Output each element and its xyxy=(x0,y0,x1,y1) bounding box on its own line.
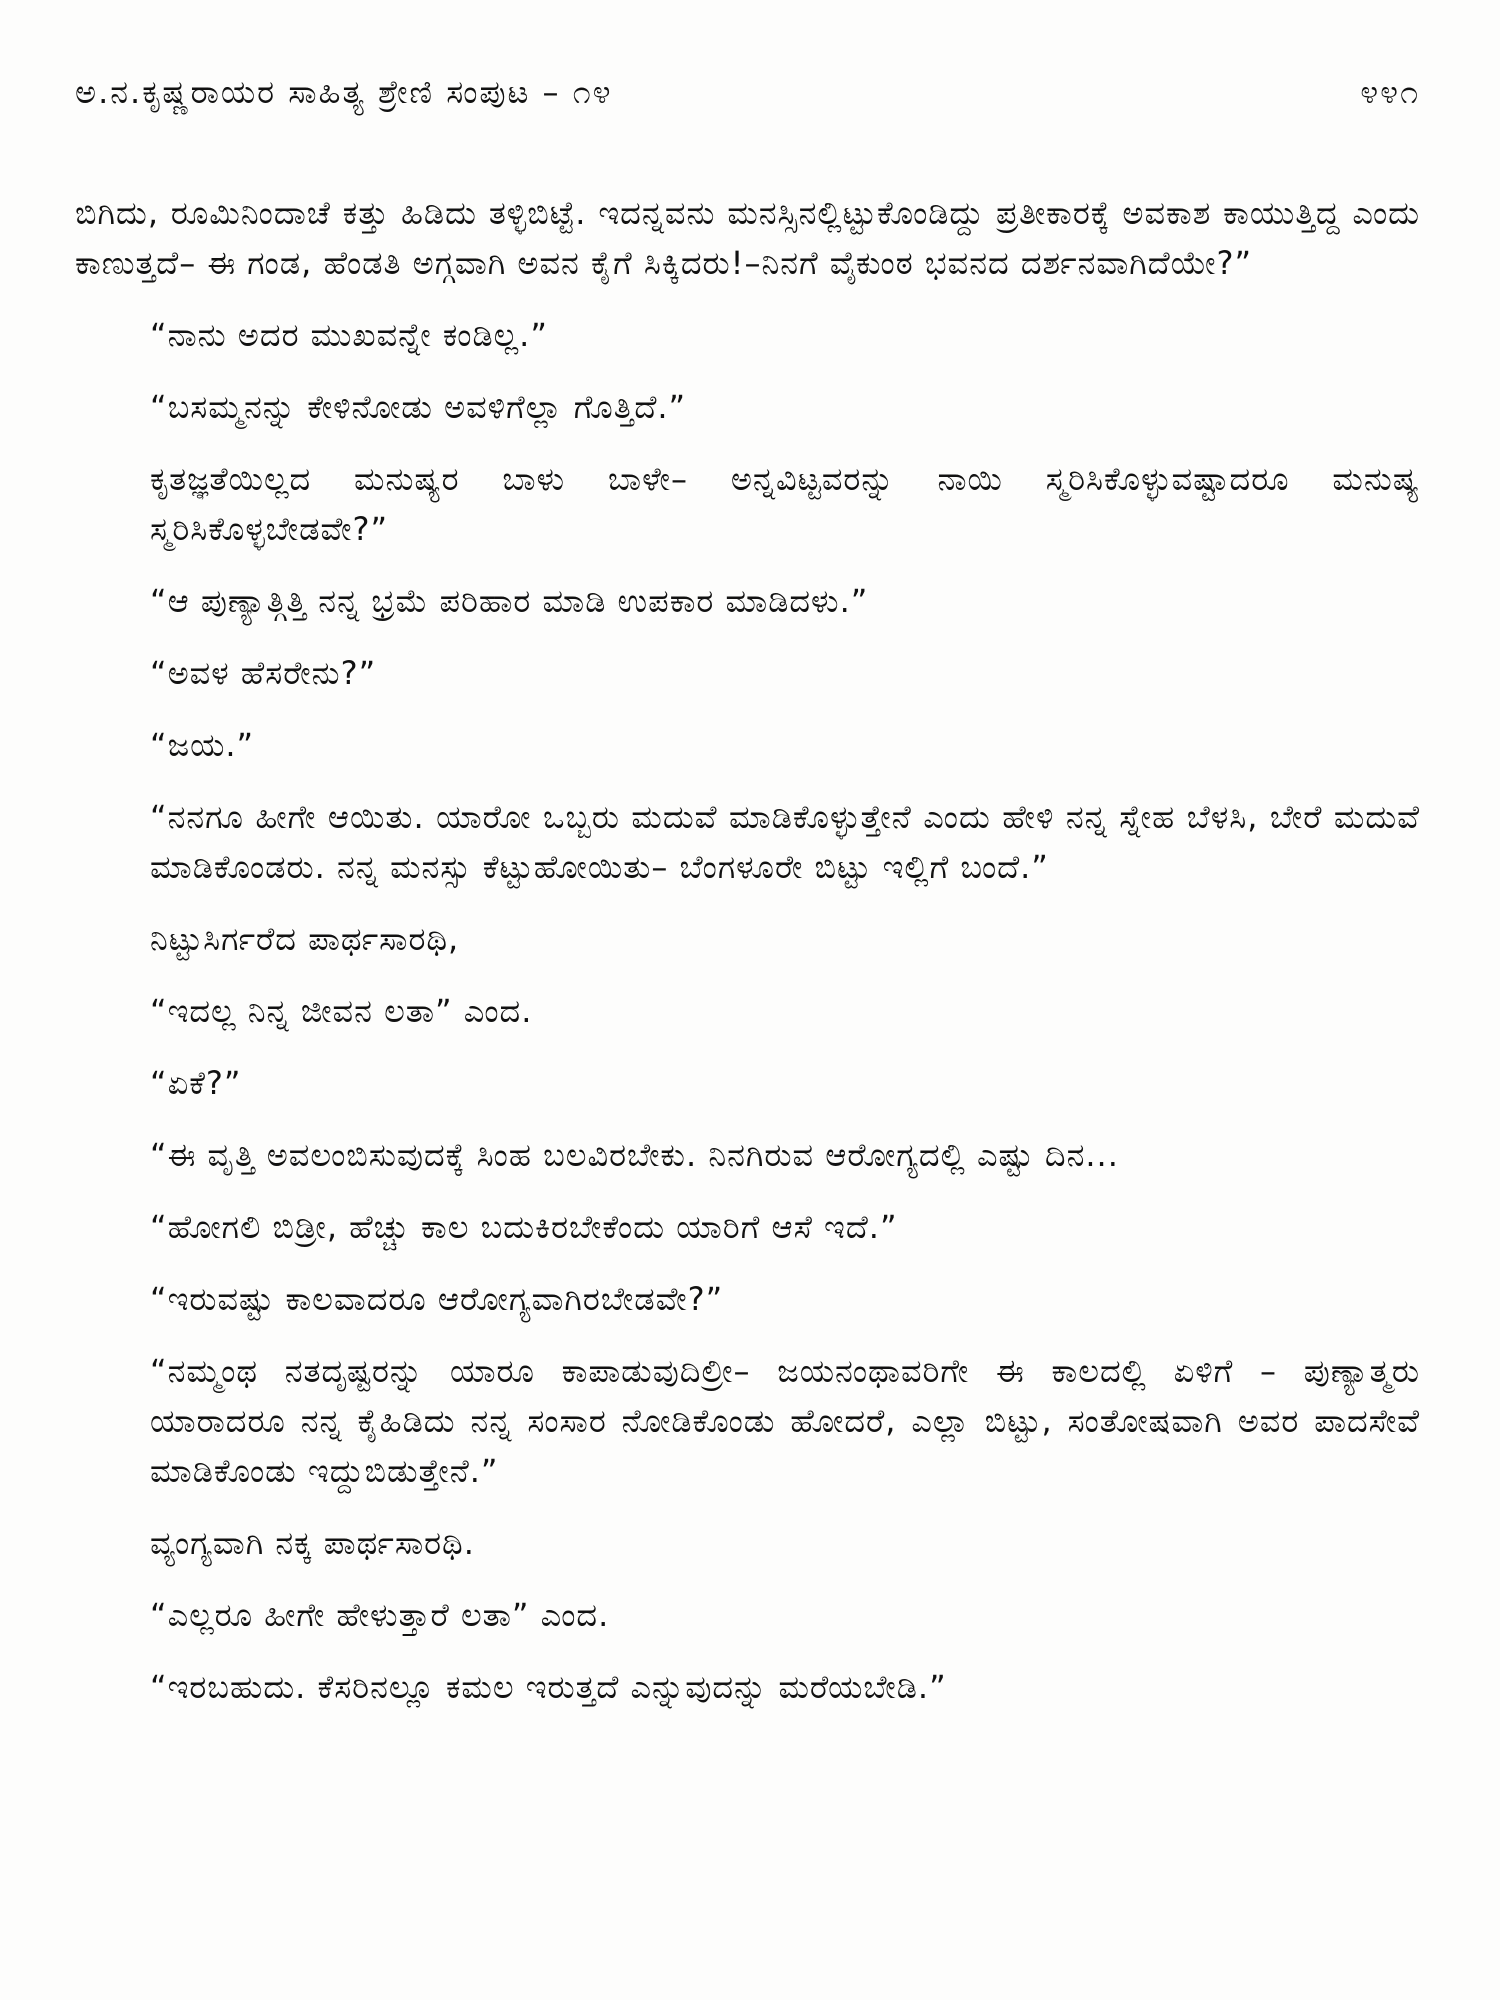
paragraph: “ಹೋಗಲಿ ಬಿಡ್ರೀ, ಹೆಚ್ಚು ಕಾಲ ಬದುಕಿರಬೇಕೆಂದು ಯಾರಿಗೆ ಆಸೆ ಇದೆ.” xyxy=(150,1208,898,1246)
paragraph: “ಅವಳ ಹೆಸರೇನು?” xyxy=(150,654,377,692)
page-number: ೪೪೧ xyxy=(1360,72,1420,111)
page-header xyxy=(75,62,1420,122)
paragraph: “ಬಸಮ್ಮನನ್ನು ಕೇಳಿನೋಡು ಅವಳಿಗೆಲ್ಲಾ ಗೊತ್ತಿದೆ.” xyxy=(150,388,687,426)
running-title: ಅ.ನ.ಕೃಷ್ಣರಾಯರ ಸಾಹಿತ್ಯ ಶ್ರೇಣಿ ಸಂಪುಟ – ೧೪ xyxy=(75,72,613,111)
paragraph: ನಿಟ್ಟುಸಿರ್ಗರೆದ ಪಾರ್ಥಸಾರಥಿ, xyxy=(150,920,460,958)
paragraph: “ಇರಬಹುದು. ಕೆಸರಿನಲ್ಲೂ ಕಮಲ ಇರುತ್ತದೆ ಎನ್ನುವುದನ್ನು ಮರೆಯಬೇಡಿ.” xyxy=(150,1668,947,1706)
paragraph: “ಏಕೆ?” xyxy=(150,1064,242,1102)
paragraph: “ಈ ವೃತ್ತಿ ಅವಲಂಬಿಸುವುದಕ್ಕೆ ಸಿಂಹ ಬಲವಿರಬೇಕು. ನಿನಗಿರುವ ಆರೋಗ್ಯದಲ್ಲಿ ಎಷ್ಟು ದಿನ... xyxy=(150,1136,1119,1174)
paragraph: “ಆ ಪುಣ್ಯಾತ್ಗಿತ್ತಿ ನನ್ನ ಭ್ರಮೆ ಪರಿಹಾರ ಮಾಡಿ ಉಪಕಾರ ಮಾಡಿದಳು.” xyxy=(150,582,869,620)
body-text xyxy=(75,188,1420,1734)
paragraph: “ಜಯ.” xyxy=(150,726,255,764)
paragraph: “ಇರುವಷ್ಟು ಕಾಲವಾದರೂ ಆರೋಗ್ಯವಾಗಿರಬೇಡವೇ?” xyxy=(150,1280,724,1318)
paragraph: “ಇದಲ್ಲ ನಿನ್ನ ಜೀವನ ಲತಾ” ಎಂದ. xyxy=(150,992,533,1030)
paragraph: ಬಿಗಿದು, ರೂಮಿನಿಂದಾಚೆ ಕತ್ತು ಹಿಡಿದು ತಳ್ಳಿಬಿಟ್ಟೆ. ಇದನ್ನವನು ಮನಸ್ಸಿನಲ್ಲಿಟ್ಟುಕೊಂಡಿದ್ದು ಪ್ರತೀಕಾರಕ್ಕೆ ಅವಕಾಶ ಕಾಯುತ್ತಿದ್ದ ಎಂದು ಕಾಣುತ್ತದೆ– ಈ ಗಂಡ, ಹೆಂಡತಿ ಅಗ್ಗವಾಗಿ ಅವನ ಕೈಗೆ ಸಿಕ್ಕಿದರು!–ನಿನಗೆ ವೈಕುಂಠ ಭವನದ ದರ್ಶನವಾಗಿದೆಯೇ?” xyxy=(75,194,1420,282)
paragraph: “ಎಲ್ಲರೂ ಹೀಗೇ ಹೇಳುತ್ತಾರೆ ಲತಾ” ಎಂದ. xyxy=(150,1596,610,1634)
paragraph: “ನಾನು ಅದರ ಮುಖವನ್ನೇ ಕಂಡಿಲ್ಲ.” xyxy=(150,316,548,354)
paragraph: ಕೃತಜ್ಞತೆಯಿಲ್ಲದ ಮನುಷ್ಯರ ಬಾಳು ಬಾಳೇ– ಅನ್ನವಿಟ್ಟವರನ್ನು ನಾಯಿ ಸ್ಮರಿಸಿಕೊಳ್ಳುವಷ್ಟಾದರೂ ಮನುಷ್ಯ ಸ್ಮರಿಸಿಕೊಳ್ಳಬೇಡವೇ?” xyxy=(150,460,1420,548)
paragraph: “ನಮ್ಮಂಥ ನತದೃಷ್ಟರನ್ನು ಯಾರೂ ಕಾಪಾಡುವುದಿಲ್ರೀ– ಜಯನಂಥಾವರಿಗೇ ಈ ಕಾಲದಲ್ಲಿ ಏಳಿಗೆ – ಪುಣ್ಯಾತ್ಮರು ಯಾರಾದರೂ ನನ್ನ ಕೈಹಿಡಿದು ನನ್ನ ಸಂಸಾರ ನೋಡಿಕೊಂಡು ಹೋದರೆ, ಎಲ್ಲಾ ಬಿಟ್ಟು, ಸಂತೋಷವಾಗಿ ಅವರ ಪಾದಸೇವೆ ಮಾಡಿಕೊಂಡು ಇದ್ದುಬಿಡುತ್ತೇನೆ.” xyxy=(150,1352,1420,1490)
paragraph: ವ್ಯಂಗ್ಯವಾಗಿ ನಕ್ಕ ಪಾರ್ಥಸಾರಥಿ. xyxy=(150,1524,475,1562)
paragraph: “ನನಗೂ ಹೀಗೇ ಆಯಿತು. ಯಾರೋ ಒಬ್ಬರು ಮದುವೆ ಮಾಡಿಕೊಳ್ಳುತ್ತೇನೆ ಎಂದು ಹೇಳಿ ನನ್ನ ಸ್ನೇಹ ಬೆಳಸಿ, ಬೇರೆ ಮದುವೆ ಮಾಡಿಕೊಂಡರು. ನನ್ನ ಮನಸ್ಸು ಕೆಟ್ಟುಹೋಯಿತು– ಬೆಂಗಳೂರೇ ಬಿಟ್ಟು ಇಲ್ಲಿಗೆ ಬಂದೆ.” xyxy=(150,798,1420,886)
